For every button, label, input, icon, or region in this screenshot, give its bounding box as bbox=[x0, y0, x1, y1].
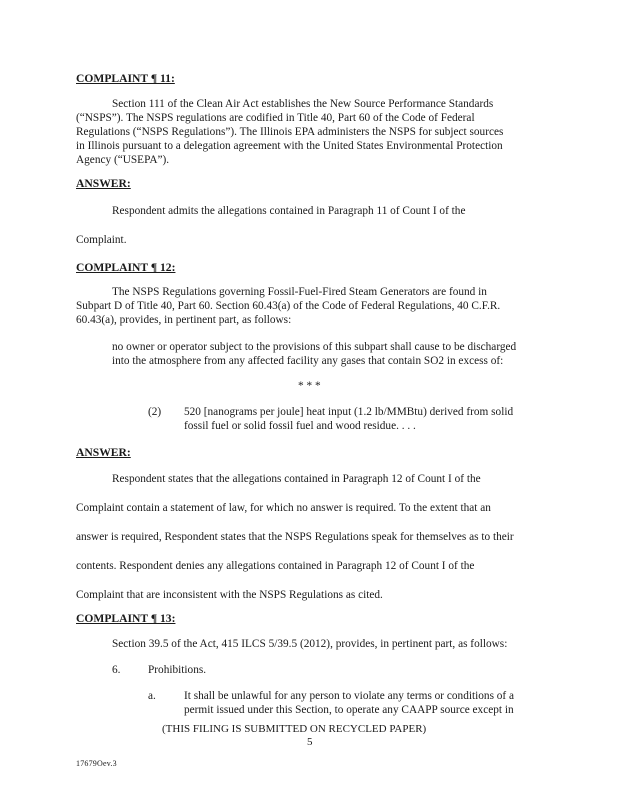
recycled-paper-footer: (THIS FILING IS SUBMITTED ON RECYCLED PAPER) bbox=[162, 723, 427, 735]
text-line: Agency (“USEPA”). bbox=[76, 154, 170, 166]
text-line: Section 111 of the Clean Air Act establishes the New Source Performance Standards bbox=[112, 98, 494, 110]
answer-12-heading: ANSWER: bbox=[76, 446, 131, 459]
item-line: permit issued under this Section, to operate any CAAPP source except in bbox=[184, 704, 514, 716]
text-line: answer is required, Respondent states that the NSPS Regulations speak for themselves as to their bbox=[76, 531, 514, 543]
complaint-11-heading: COMPLAINT ¶ 11: bbox=[76, 72, 175, 85]
item-letter: a. bbox=[148, 690, 156, 702]
text-line: Respondent admits the allegations contained in Paragraph 11 of Count I of the bbox=[112, 205, 466, 217]
document-id: 17679Oev.3 bbox=[76, 759, 117, 768]
text-line: Respondent states that the allegations contained in Paragraph 12 of Count I of the bbox=[112, 473, 481, 485]
text-line: (“NSPS”). The NSPS regulations are codified in Title 40, Part 60 of the Code of Federal bbox=[76, 112, 475, 124]
page-number: 5 bbox=[307, 736, 313, 748]
complaint-13-text: Section 39.5 of the Act, 415 ILCS 5/39.5 (2012), provides, in pertinent part, as follows: bbox=[112, 638, 508, 650]
text-line: Regulations (“NSPS Regulations”). The Illinois EPA administers the NSPS for subject sources bbox=[76, 126, 504, 138]
text-line: Subpart D of Title 40, Part 60. Section 60.43(a) of the Code of Federal Regulations, 40 C.F.R. bbox=[76, 300, 501, 312]
complaint-12-heading: COMPLAINT ¶ 12: bbox=[76, 261, 176, 274]
answer-11-heading: ANSWER: bbox=[76, 177, 131, 190]
text-line: 60.43(a), provides, in pertinent part, as follows: bbox=[76, 314, 292, 326]
item-label: Prohibitions. bbox=[148, 664, 207, 676]
ellipsis-separator: * * * bbox=[298, 380, 321, 392]
quote-line: no owner or operator subject to the provisions of this subpart shall cause to be discharged bbox=[112, 341, 517, 353]
item-line: 520 [nanograms per joule] heat input (1.2 lb/MMBtu) derived from solid bbox=[184, 406, 514, 418]
item-number: (2) bbox=[148, 406, 162, 418]
text-line: in Illinois pursuant to a delegation agreement with the United States Environmental Protection bbox=[76, 140, 503, 152]
text-line: The NSPS Regulations governing Fossil-Fuel-Fired Steam Generators are found in bbox=[112, 286, 487, 298]
quote-line: into the atmosphere from any affected facility any gases that contain SO2 in excess of: bbox=[112, 355, 504, 367]
item-number: 6. bbox=[112, 664, 121, 676]
text-line: contents. Respondent denies any allegations contained in Paragraph 12 of Count I of the bbox=[76, 560, 475, 572]
item-line: It shall be unlawful for any person to violate any terms or conditions of a bbox=[184, 690, 515, 702]
text-line: Complaint contain a statement of law, for which no answer is required. To the extent that an bbox=[76, 502, 491, 514]
complaint-13-heading: COMPLAINT ¶ 13: bbox=[76, 612, 176, 625]
text-line: Complaint. bbox=[76, 234, 127, 246]
item-line: fossil fuel or solid fossil fuel and wood residue. . . . bbox=[184, 420, 416, 432]
text-line: Complaint that are inconsistent with the NSPS Regulations as cited. bbox=[76, 589, 383, 601]
